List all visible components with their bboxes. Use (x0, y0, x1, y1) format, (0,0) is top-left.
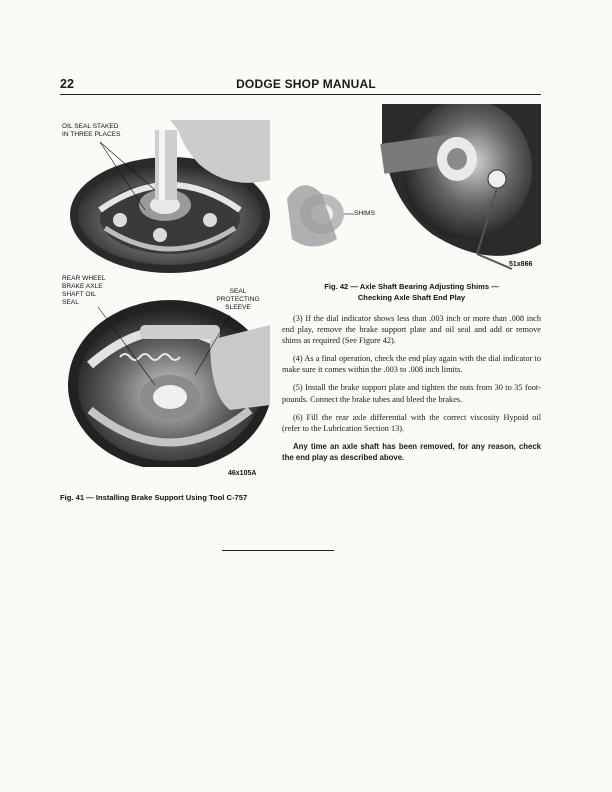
running-title: DODGE SHOP MANUAL (236, 77, 376, 91)
paragraph-note: Any time an axle shaft has been removed, for any reason, check the end play as described above. (282, 441, 541, 462)
fig42-caption-line1: Fig. 42 — Axle Shaft Bearing Adjusting Shims — (324, 282, 499, 291)
footer-rule (222, 550, 334, 551)
paragraph-step-4: (4) As a final operation, check the end play again with the dial indicator to make sure it comes within the .003 to .008 inch limits. (282, 354, 541, 375)
body-text-column (282, 313, 541, 470)
fig41-top-photo (60, 120, 270, 285)
fig42-photo (282, 104, 541, 272)
page-number: 22 (60, 77, 74, 91)
fig41-code: 46x105A (228, 470, 257, 477)
fig41-bottom-photo (60, 285, 270, 467)
callout-rear-wheel-seal: REAR WHEEL BRAKE AXLE SHAFT OIL SEAL (62, 275, 106, 306)
paragraph-step-5: (5) Install the brake support plate and tighten the nuts from 30 to 35 foot-pounds. Connect the brake tubes and bleed the brakes. (282, 383, 541, 404)
callout-oil-seal: OIL SEAL STAKED IN THREE PLACES (62, 123, 121, 138)
header-rule (60, 94, 541, 95)
fig42-caption (282, 281, 541, 303)
paragraph-step-3: (3) If the dial indicator shows less than .003 inch or more than .008 inch end play, remove the brake support plate and oil seal and add or remove shims as required (See Figure 42). (282, 314, 541, 346)
fig41-caption: Fig. 41 — Installing Brake Support Using Tool C-757 (60, 493, 248, 502)
fig42-caption-line2: Checking Axle Shaft End Play (357, 293, 466, 302)
callout-shims: SHIMS (354, 210, 375, 217)
paragraph-step-6: (6) Fill the rear axle differential with the correct viscosity Hypoid oil (refer to the Lubrication Section 13). (282, 412, 541, 433)
callout-seal-sleeve: SEAL PROTECTING SLEEVE (216, 288, 260, 311)
fig42-code: 51x866 (509, 261, 533, 268)
